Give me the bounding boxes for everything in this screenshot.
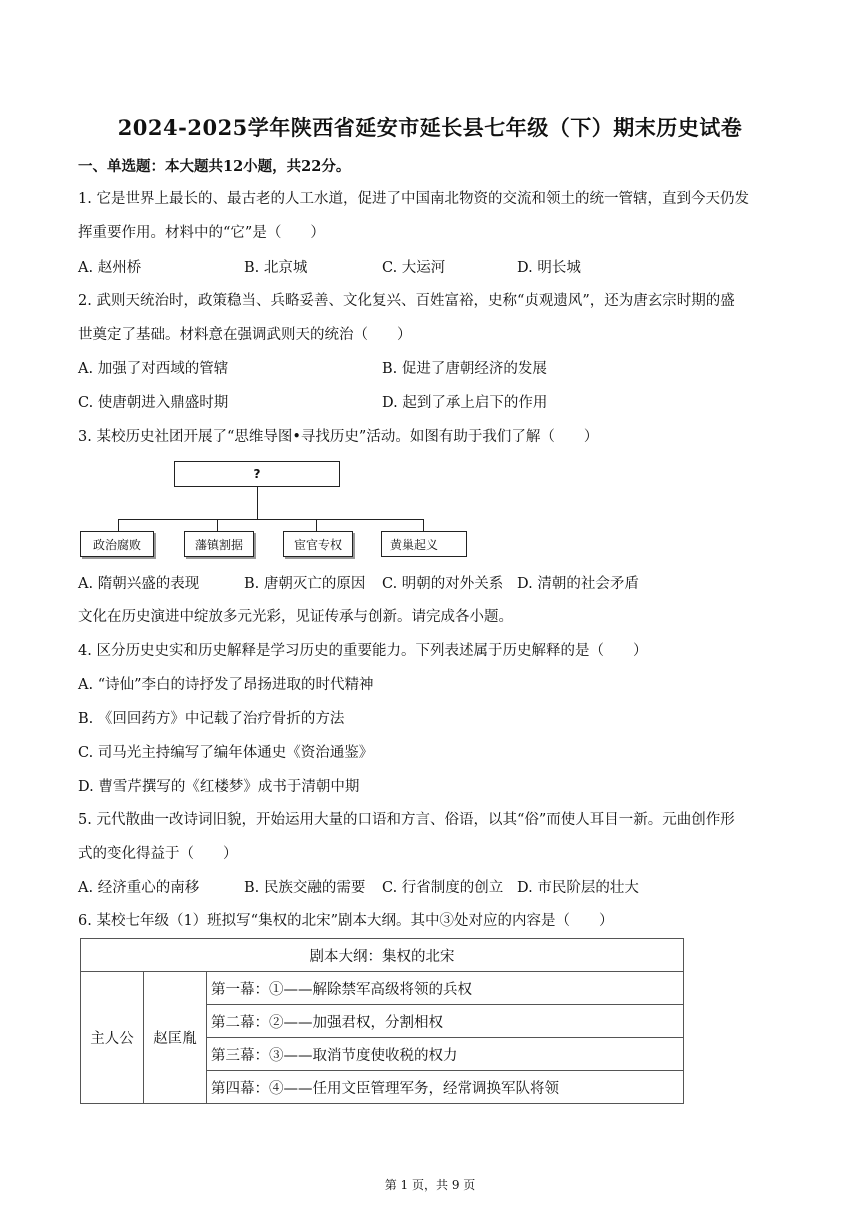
table-act-3: 第三幕：③——取消节度使收税的权力: [207, 1038, 684, 1071]
connector-vertical: [257, 487, 258, 519]
q1-stem-line-2: 挥重要作用。材料中的“它”是（ ）: [78, 225, 325, 241]
exam-title: 2024-2025学年陕西省延安市延长县七年级（下）期末历史试卷: [117, 115, 743, 140]
mind-map-item-1: 政治腐败: [80, 531, 154, 557]
connector-horizontal: [118, 519, 423, 520]
table-act-2: 第二幕：②——加强君权，分割相权: [207, 1005, 684, 1038]
q1-option-c: C. 大运河: [382, 260, 446, 276]
q3-option-d: D. 清朝的社会矛盾: [517, 576, 639, 592]
group-intro: 文化在历史演进中绽放多元光彩，见证传承与创新。请完成各小题。: [78, 609, 513, 625]
table-role-label: 主人公: [81, 972, 144, 1104]
table-act-4: 第四幕：④——任用文臣管理军务，经常调换军队将领: [207, 1071, 684, 1104]
q5-option-b: B. 民族交融的需要: [244, 880, 366, 896]
q1-option-b: B. 北京城: [244, 260, 308, 276]
mind-map-diagram: [78, 456, 478, 562]
q5-stem-line-2: 式的变化得益于（ ）: [78, 846, 238, 862]
q2-option-a: A. 加强了对西域的管辖: [78, 361, 229, 377]
q1-option-d: D. 明长城: [517, 260, 581, 276]
section-heading: 一、单选题：本大题共12小题，共22分。: [78, 158, 351, 175]
q5-option-c: C. 行省制度的创立: [382, 880, 504, 896]
table-act-1: 第一幕：①——解除禁军高级将领的兵权: [207, 972, 684, 1005]
mind-map-item-4: 黄巢起义: [381, 531, 467, 557]
q2-option-c: C. 使唐朝进入鼎盛时期: [78, 395, 229, 411]
q2-option-b: B. 促进了唐朝经济的发展: [382, 361, 547, 377]
q2-option-d: D. 起到了承上启下的作用: [382, 395, 548, 411]
mind-map-root: ?: [174, 461, 340, 487]
connector-branch-1: [118, 519, 119, 531]
q1-option-a: A. 赵州桥: [78, 260, 142, 276]
q3-stem-line-1: 3. 某校历史社团开展了“思维导图•寻找历史”活动。如图有助于我们了解（ ）: [78, 429, 599, 445]
page-footer: 第 1 页，共 9 页: [384, 1178, 476, 1192]
q4-option-b: B. 《回回药方》中记载了治疗骨折的方法: [78, 711, 345, 727]
q4-stem-line-1: 4. 区分历史史实和历史解释是学习历史的重要能力。下列表述属于历史解释的是（ ）: [78, 643, 648, 659]
q2-stem-line-2: 世奠定了基础。材料意在强调武则天的统治（ ）: [78, 327, 412, 343]
q4-option-c: C. 司马光主持编写了编年体通史《资治通鉴》: [78, 745, 374, 761]
connector-branch-2: [217, 519, 218, 531]
mind-map-item-3: 宦官专权: [283, 531, 353, 557]
mind-map-item-2: 藩镇割据: [184, 531, 254, 557]
table-role-name: 赵匡胤: [144, 972, 207, 1104]
q5-option-d: D. 市民阶层的壮大: [517, 880, 639, 896]
q5-option-a: A. 经济重心的南移: [78, 880, 200, 896]
connector-branch-4: [423, 519, 424, 531]
q4-option-a: A. “诗仙”李白的诗抒发了昂扬进取的时代精神: [78, 677, 374, 693]
table-header: 剧本大纲：集权的北宋: [81, 939, 684, 972]
q6-stem-line-1: 6. 某校七年级（1）班拟写“集权的北宋”剧本大纲。其中③处对应的内容是（ ）: [78, 913, 614, 929]
script-outline-table: [80, 938, 684, 1104]
q3-option-c: C. 明朝的对外关系: [382, 576, 504, 592]
q3-option-b: B. 唐朝灭亡的原因: [244, 576, 366, 592]
connector-branch-3: [316, 519, 317, 531]
q2-stem-line-1: 2. 武则天统治时，政策稳当、兵略妥善、文化复兴、百姓富裕，史称“贞观遗风”，还为唐玄宗时期的盛: [78, 293, 735, 309]
q1-stem-line-1: 1. 它是世界上最长的、最古老的人工水道，促进了中国南北物资的交流和领土的统一管辖，直到今天仍发: [78, 191, 749, 207]
q3-option-a: A. 隋朝兴盛的表现: [78, 576, 200, 592]
q5-stem-line-1: 5. 元代散曲一改诗词旧貌，开始运用大量的口语和方言、俗语，以其“俗”而使人耳目一新。元曲创作形: [78, 812, 735, 828]
q4-option-d: D. 曹雪芹撰写的《红楼梦》成书于清朝中期: [78, 779, 360, 795]
